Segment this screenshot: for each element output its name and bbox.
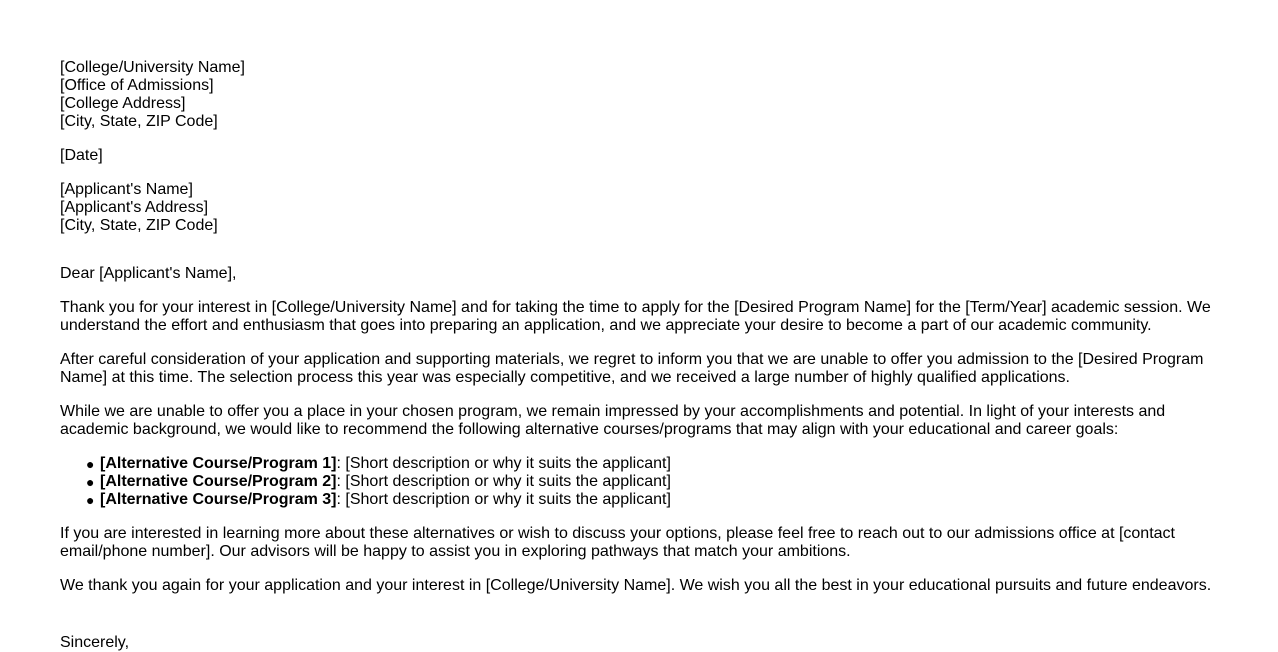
paragraph-decision: After careful consideration of your application and supporting materials, we regret to inform you that we are unable to offer you admission to the [Desired Program Name] at this time. The selection process this year was especially competitive, and we received a large number of highly qualified applications. <box>60 351 1204 386</box>
alternative-description: : [Short description or why it suits the applicant] <box>336 491 671 508</box>
list-item <box>86 491 1218 509</box>
list-item <box>86 455 1218 473</box>
sender-line-address: [College Address] <box>60 95 186 112</box>
paragraph-contact: If you are interested in learning more about these alternatives or wish to discuss your options, please feel free to reach out to our admissions office at [contact email/phone number]. Our advisors will be happy to assist you in exploring pathways that match your ambitions. <box>60 525 1175 560</box>
sender-line-office: [Office of Admissions] <box>60 77 214 94</box>
recipient-line-address: [Applicant's Address] <box>60 199 209 216</box>
list-item <box>86 473 1218 491</box>
alternative-name: [Alternative Course/Program 1] <box>100 455 337 472</box>
closing-text: Sincerely, <box>60 634 130 651</box>
salutation <box>60 265 1218 283</box>
recipient-line-name: [Applicant's Name] <box>60 181 193 198</box>
bullet-icon: ● <box>86 456 95 472</box>
sender-address <box>60 59 1218 131</box>
paragraph-thanks: We thank you again for your application and your interest in [College/University Name]. We wish you all the best in your educational pursuits and future endeavors. <box>60 577 1212 594</box>
recipient-line-city: [City, State, ZIP Code] <box>60 217 218 234</box>
alternative-description: : [Short description or why it suits the applicant] <box>336 473 671 490</box>
alternative-name: [Alternative Course/Program 3] <box>100 491 337 508</box>
bullet-icon: ● <box>86 492 95 508</box>
alternative-description: : [Short description or why it suits the applicant] <box>336 455 671 472</box>
letter-date <box>60 147 1218 165</box>
paragraph-recommendation: While we are unable to offer you a place in your chosen program, we remain impressed by your accomplishments and potential. In light of your interests and academic background, we would like to recommend the following alternative courses/programs that may align with your educational and career goals: <box>60 403 1166 438</box>
paragraph-intro: Thank you for your interest in [College/University Name] and for taking the time to apply for the [Desired Program Name] for the [Term/Year] academic session. We understand the effort and enthusiasm that goes into preparing an application, and we appreciate your desire to become a part of our academic community. <box>60 299 1211 334</box>
sender-line-institution: [College/University Name] <box>60 59 245 76</box>
sender-line-city: [City, State, ZIP Code] <box>60 113 218 130</box>
closing <box>60 634 1218 652</box>
alternative-name: [Alternative Course/Program 2] <box>100 473 337 490</box>
salutation-text: Dear [Applicant's Name], <box>60 265 237 282</box>
date-text: [Date] <box>60 147 103 164</box>
recipient-address <box>60 181 1218 235</box>
bullet-icon: ● <box>86 474 95 490</box>
alternatives-list <box>60 455 1218 509</box>
